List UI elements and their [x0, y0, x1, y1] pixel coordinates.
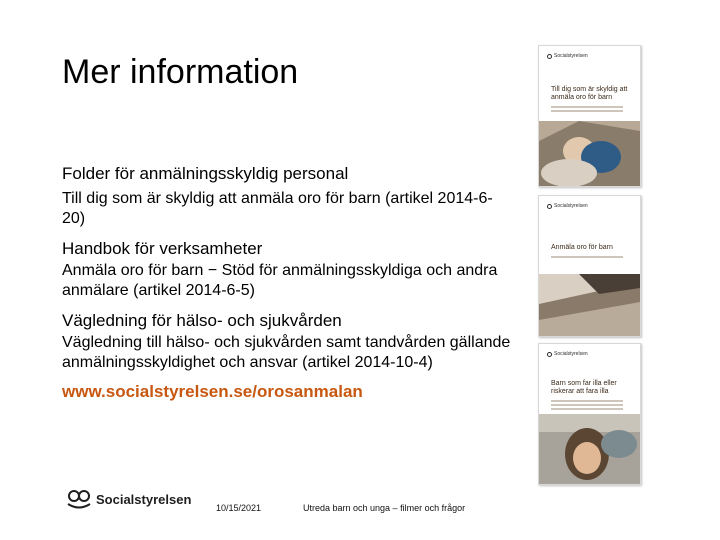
cover-logo: Socialstyrelsen: [547, 351, 588, 357]
cover-logo: Socialstyrelsen: [547, 203, 588, 209]
section-body: Till dig som är skyldig att anmäla oro för barn (artikel 2014-6-20): [62, 190, 493, 227]
cover-subtitle-lines: [551, 256, 623, 260]
cover-title: Anmäla oro för barn: [551, 244, 613, 251]
footer-logo: [66, 489, 191, 509]
socialstyrelsen-logo-icon: [547, 54, 552, 59]
section-body: Vägledning till hälso- och sjukvården samt tandvården gällande anmälningsskyldighet och ansvar (artikel 2014-10-4): [62, 334, 511, 371]
content-list: [62, 163, 512, 403]
cover-graphic: [539, 274, 640, 336]
section-heading: Vägledning för hälso- och sjukvården: [62, 311, 342, 330]
section-heading: Folder för anmälningsskyldig personal: [62, 164, 349, 183]
cover-title: Barn som far illa eller riskerar att fara illa: [551, 380, 617, 395]
cover-image-guidance: [538, 343, 641, 485]
info-link[interactable]: www.socialstyrelsen.se/orosanmalan: [62, 382, 363, 401]
cover-logo: Socialstyrelsen: [547, 53, 588, 59]
cover-image-handbook: [538, 195, 641, 337]
socialstyrelsen-logo-icon: [547, 204, 552, 209]
footer-logo-text: Socialstyrelsen: [96, 491, 192, 507]
socialstyrelsen-logo-icon: [66, 489, 92, 509]
footer-date: 10/15/2021: [216, 503, 262, 513]
socialstyrelsen-logo-icon: [547, 352, 552, 357]
section-handbook: [62, 238, 512, 301]
footer-note: Utreda barn och unga – filmer och frågor: [303, 503, 466, 513]
cover-title: Till dig som är skyldig att anmäla oro för barn: [551, 86, 628, 101]
cover-photo: [539, 121, 640, 186]
section-body: Anmäla oro för barn − Stöd för anmälningsskyldiga och andra anmälare (artikel 2014-6-5): [62, 262, 498, 299]
cover-subtitle-lines: [551, 400, 623, 412]
section-folder: [62, 163, 512, 229]
cover-image-folder: [538, 45, 641, 187]
page-title: Mer information: [62, 53, 299, 91]
cover-subtitle-lines: [551, 106, 623, 114]
section-guidance: [62, 310, 512, 373]
section-heading: Handbok för verksamheter: [62, 239, 263, 258]
cover-photo: [539, 414, 640, 484]
